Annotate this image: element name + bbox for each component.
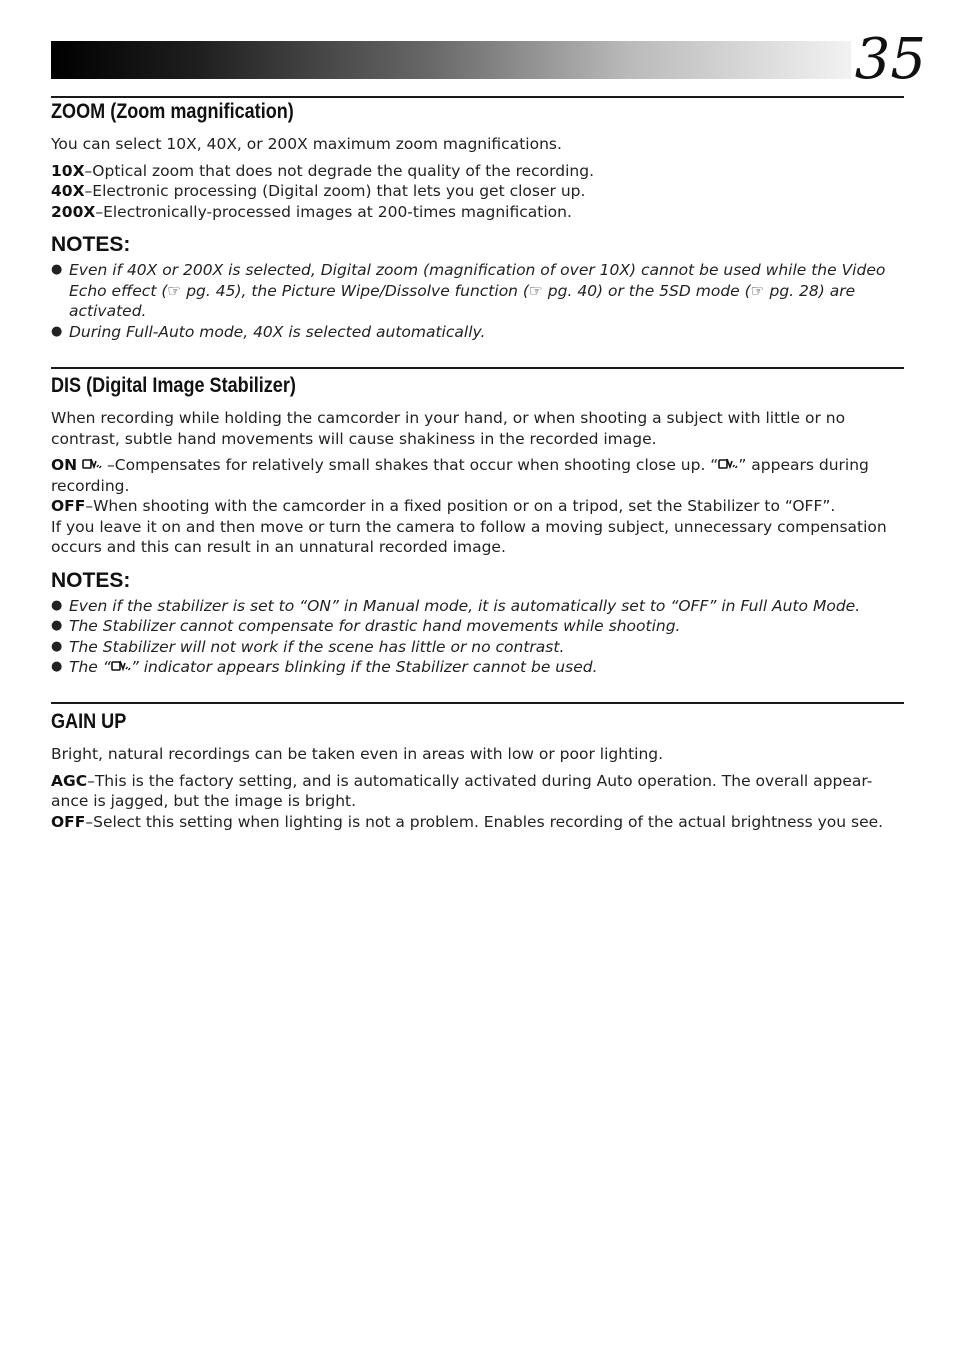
bullet-icon: ● xyxy=(51,262,63,277)
gain-option-agc xyxy=(51,771,904,812)
note-item xyxy=(51,657,904,678)
option-term: AGC xyxy=(51,771,88,790)
zoom-intro: You can select 10X, 40X, or 200X maximum zoom magnifications. xyxy=(51,135,562,153)
stabilizer-icon xyxy=(718,457,738,472)
note-item xyxy=(51,260,904,322)
notes-title: NOTES: xyxy=(51,568,131,592)
note-text: During Full-Auto mode, 40X is selected automatically. xyxy=(69,322,486,341)
dis-notes-list xyxy=(51,596,904,678)
option-text: –Electronic processing (Digital zoom) that lets you get closer up. xyxy=(84,182,586,200)
section-divider xyxy=(51,96,904,98)
option-text: –Select this setting when lighting is not a problem. Enables recording of the actual brightness you see. xyxy=(85,812,884,831)
dis-intro: When recording while holding the camcorder in your hand, or when shooting a subject with little or no contrast, subtle hand movements will cause shakiness in the recorded image. xyxy=(51,409,846,448)
option-text: –Electronically-processed images at 200-times magnification. xyxy=(95,202,572,221)
note-text: The Stabilizer cannot compensate for drastic hand movements while shooting. xyxy=(69,617,681,635)
option-text: –Optical zoom that does not degrade the quality of the recording. xyxy=(84,161,595,180)
option-text: –This is the factory setting, and is automatically activated during Auto operation. The overall appear-ance is jagged, but the image is bright. xyxy=(51,771,873,810)
option-text: –When shooting with the camcorder in a fixed position or on a tripod, set the Stabilizer to “OFF”. xyxy=(85,497,836,515)
bullet-icon: ● xyxy=(51,323,63,339)
option-term: OFF xyxy=(51,812,86,831)
option-term: 40X xyxy=(51,182,85,200)
note-text: The Stabilizer will not work if the scene has little or no contrast. xyxy=(69,637,565,656)
option-term: OFF xyxy=(51,497,86,515)
gain-section xyxy=(51,709,904,832)
section-divider xyxy=(51,702,904,704)
gain-intro: Bright, natural recordings can be taken even in areas with low or poor lighting. xyxy=(51,745,664,763)
gain-title: GAIN UP xyxy=(51,710,127,733)
note-item xyxy=(51,322,904,343)
section-divider xyxy=(51,367,904,369)
stabilizer-icon xyxy=(82,457,102,472)
note-item xyxy=(51,616,904,637)
gain-option-off xyxy=(51,812,904,833)
zoom-option-200x xyxy=(51,202,904,223)
zoom-notes-list xyxy=(51,260,904,342)
dis-title: DIS (Digital Image Stabilizer) xyxy=(51,374,296,397)
dis-section xyxy=(51,373,904,678)
dis-extra: If you leave it on and then move or turn the camera to follow a moving subject, unnecessary compensation occurs and this can result in an unnatural recorded image. xyxy=(51,517,887,556)
notes-title: NOTES: xyxy=(51,233,131,256)
option-term: 10X xyxy=(51,161,85,180)
option-text: ” appears during recording. xyxy=(51,456,869,495)
note-text: Even if the stabilizer is set to “ON” in Manual mode, it is automatically set to “OFF” in Full Auto Mode. xyxy=(69,596,861,615)
note-text: ” indicator appears blinking if the Stabilizer cannot be used. xyxy=(130,658,598,676)
note-text: Even if 40X or 200X is selected, Digital zoom (magnification of over 10X) cannot be used while the Video Echo effect (☞ pg. 45), the Picture Wipe/Dissolve function (☞ pg. 40) or the 5SD mode (☞ pg. 28) are activated. xyxy=(69,261,886,320)
page-number: 35 xyxy=(854,27,926,92)
bullet-icon: ● xyxy=(51,659,63,674)
stabilizer-icon xyxy=(111,659,131,674)
bullet-icon: ● xyxy=(51,638,63,654)
zoom-option-10x xyxy=(51,161,904,182)
option-term: 200X xyxy=(51,202,96,221)
zoom-title: ZOOM (Zoom magnification) xyxy=(51,100,294,123)
note-item xyxy=(51,596,904,617)
zoom-option-40x xyxy=(51,181,904,202)
dis-option-off xyxy=(51,496,904,517)
dis-option-on xyxy=(51,455,904,496)
bullet-icon: ● xyxy=(51,618,63,633)
zoom-section xyxy=(51,99,904,342)
note-item xyxy=(51,637,904,658)
header-gradient-bar xyxy=(51,41,851,79)
option-text: –Compensates for relatively small shakes that occur when shooting close up. “ xyxy=(102,456,719,474)
note-text: The “ xyxy=(69,658,111,676)
option-term: ON xyxy=(51,456,78,474)
bullet-icon: ● xyxy=(51,597,63,613)
